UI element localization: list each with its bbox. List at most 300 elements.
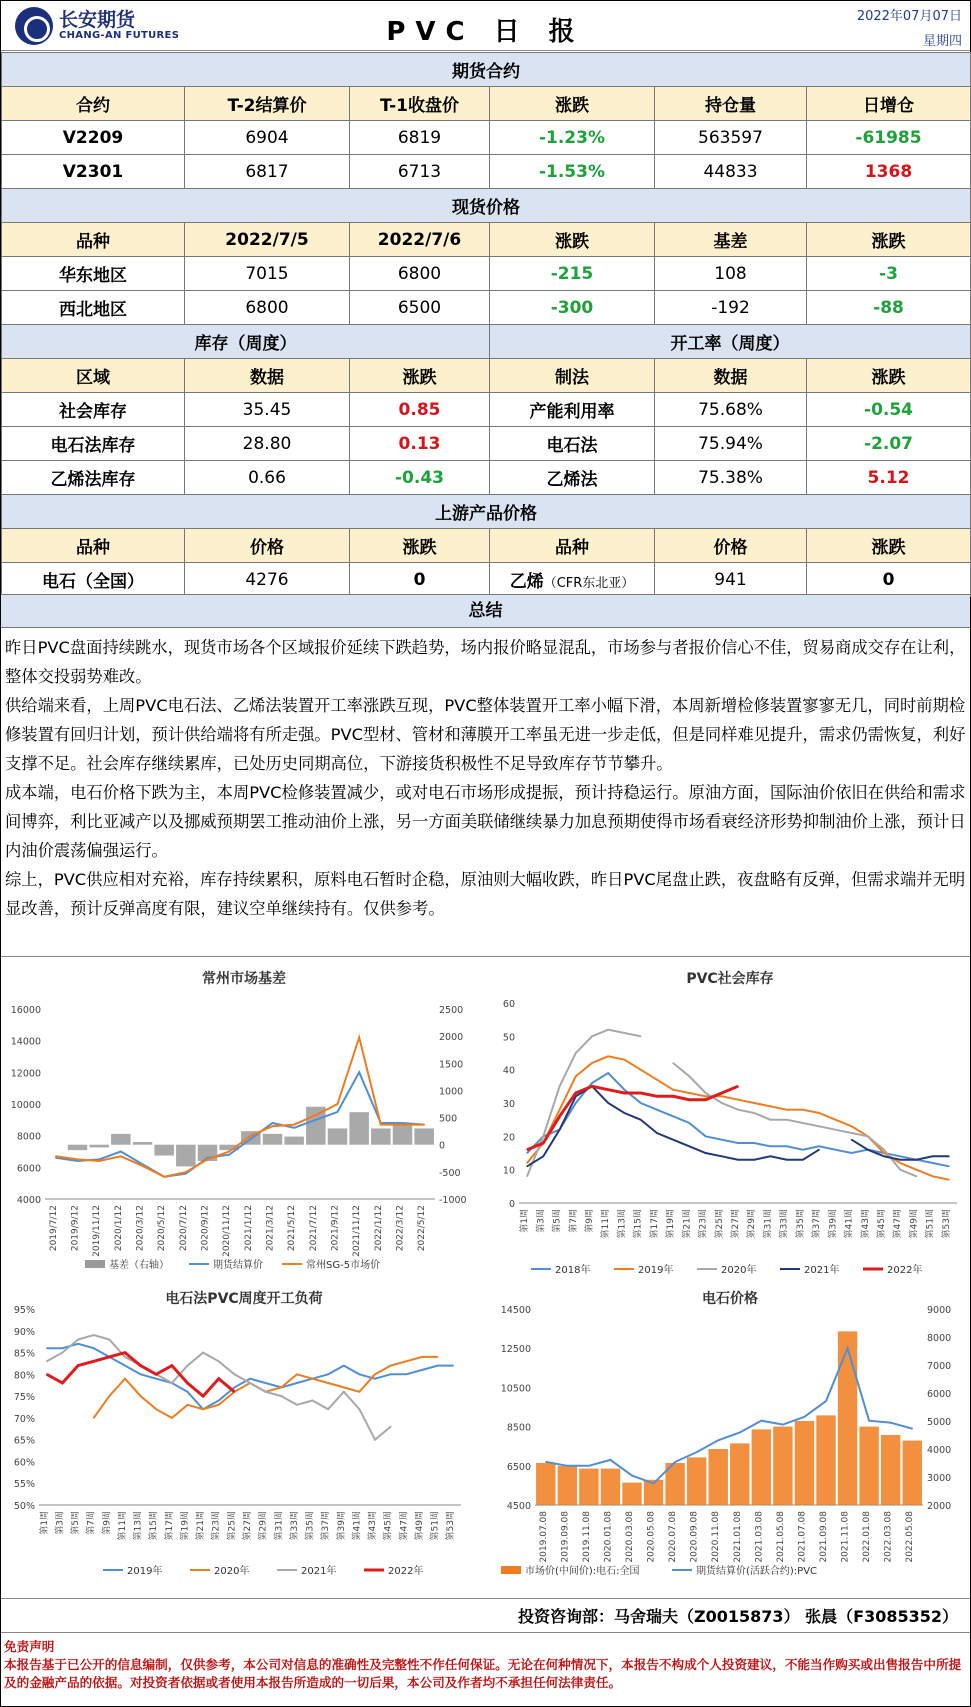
data-point — [588, 1465, 590, 1467]
data-point — [624, 1059, 626, 1061]
y-tick-label: 70% — [13, 1413, 35, 1425]
data-point — [296, 1404, 298, 1406]
operating-value: 75.68% — [655, 393, 807, 427]
bar-mark — [284, 1137, 304, 1145]
contract-name: V2209 — [2, 121, 185, 155]
x-tick-label: 2022/5/12 — [417, 1205, 428, 1252]
x-tick-label: 第15周 — [633, 1209, 644, 1239]
col-header: 涨跌 — [807, 223, 971, 257]
data-point — [293, 1127, 295, 1129]
data-point — [835, 1129, 837, 1131]
data-point — [93, 1347, 95, 1349]
inventory-change: 0.13 — [350, 427, 490, 461]
data-point — [327, 1374, 329, 1376]
y2-tick-label: 5000 — [927, 1417, 952, 1428]
y-tick-label: 0 — [508, 1199, 515, 1210]
data-point — [802, 1109, 804, 1111]
col-header: 涨跌 — [807, 529, 971, 563]
bar-mark — [601, 1469, 620, 1505]
data-point — [120, 1151, 122, 1153]
data-point — [380, 1124, 382, 1126]
y-tick-label: 50 — [502, 1032, 515, 1044]
report-date: 2022年07月07日 — [856, 9, 962, 24]
data-point — [575, 1102, 577, 1104]
data-point — [705, 1099, 707, 1101]
data-point — [402, 1124, 404, 1126]
data-point — [421, 1369, 423, 1371]
data-point — [265, 1382, 267, 1384]
data-point — [591, 1086, 593, 1088]
data-point — [717, 1440, 719, 1442]
operating-change: -2.07 — [807, 427, 971, 461]
x-tick-label: 第3周 — [536, 1209, 547, 1233]
x-tick-label: 第17周 — [164, 1511, 175, 1541]
x-tick-label: 2021.01.08 — [732, 1511, 743, 1563]
open-interest: 563597 — [655, 121, 807, 155]
legend-swatch — [501, 1566, 521, 1574]
col-header: 日增仓 — [807, 87, 971, 121]
price-cell: 6800 — [350, 257, 490, 291]
data-point — [818, 1112, 820, 1114]
col-header: 数据 — [185, 359, 350, 393]
data-point — [607, 1029, 609, 1031]
upstream-section-title: 上游产品价格 — [2, 495, 971, 529]
data-point — [228, 1151, 230, 1153]
x-tick-label: 第37周 — [812, 1209, 823, 1239]
settle-price: 6817 — [185, 155, 350, 189]
x-tick-label: 2021.11.08 — [840, 1511, 851, 1563]
data-point — [911, 1428, 913, 1430]
x-tick-label: 第15周 — [149, 1511, 160, 1541]
spot-table — [1, 188, 971, 325]
y2-tick-label: 2000 — [439, 1032, 464, 1044]
data-point — [93, 1334, 95, 1336]
basis-value: 108 — [655, 257, 807, 291]
charts-area — [1, 956, 970, 1599]
x-tick-label: 第13周 — [133, 1511, 144, 1541]
change-value: -215 — [490, 257, 655, 291]
data-point — [109, 1395, 111, 1397]
data-point — [187, 1391, 189, 1393]
x-tick-label: 第11周 — [601, 1209, 612, 1239]
data-point — [359, 1374, 361, 1376]
inventory-name: 社会库存 — [2, 393, 185, 427]
data-point — [374, 1439, 376, 1441]
col-header: 品种 — [490, 529, 655, 563]
product-name-cell — [490, 563, 655, 597]
data-point — [916, 1159, 918, 1161]
logo-en-text: CHANG-AN FUTURES — [59, 30, 180, 41]
data-point — [187, 1382, 189, 1384]
data-point — [46, 1347, 48, 1349]
data-point — [672, 1139, 674, 1141]
x-tick-label: 第31周 — [274, 1511, 285, 1541]
x-tick-label: 第51周 — [925, 1209, 936, 1239]
summary-paragraph: 综上，PVC供应相对充裕，库存持续累积，原料电石暂时企稳，原油则大幅收跌，昨日PVC尾盘止跌，夜盘略有反弹，但需求端并无明显改善，预计反弹高度有限，建议空单继续持有。仅供参考。 — [5, 870, 966, 918]
col-header: 涨跌 — [490, 223, 655, 257]
data-point — [218, 1378, 220, 1380]
legend-label: 2021年 — [804, 1265, 840, 1276]
y-tick-label: 60% — [13, 1457, 35, 1469]
x-tick-label: 第33周 — [779, 1209, 790, 1239]
data-point — [337, 1111, 339, 1113]
data-point — [753, 1102, 755, 1104]
x-tick-label: 第45周 — [877, 1209, 887, 1239]
bar-mark — [176, 1145, 196, 1167]
change-value: -1.23% — [490, 121, 655, 155]
bar-mark — [349, 1112, 369, 1145]
data-point — [46, 1374, 48, 1376]
y2-tick-label: 1500 — [439, 1059, 464, 1071]
x-tick-label: 2019/11/12 — [92, 1205, 103, 1257]
x-tick-label: 2020/3/12 — [135, 1205, 146, 1252]
y2-tick-label: 7000 — [927, 1361, 952, 1372]
data-point — [825, 1400, 827, 1402]
x-tick-label: 第3周 — [55, 1511, 66, 1535]
legend-label: 期货结算价 — [213, 1260, 263, 1271]
x-tick-label: 2022.05.08 — [905, 1511, 916, 1563]
col-header: 2022/7/5 — [185, 223, 350, 257]
data-point — [851, 1132, 853, 1134]
data-point — [818, 1149, 820, 1151]
col-header: T-2结算价 — [185, 87, 350, 121]
bar-mark — [393, 1123, 413, 1145]
inventory-name: 乙烯法库存 — [2, 461, 185, 495]
x-tick-label: 2019.09.08 — [560, 1511, 571, 1563]
y2-tick-label: 0 — [439, 1140, 446, 1152]
col-header: 涨跌 — [350, 359, 490, 393]
bar-mark — [536, 1463, 555, 1505]
data-point — [721, 1156, 723, 1158]
x-tick-label: 2021/5/12 — [287, 1205, 298, 1252]
y2-tick-label: 1000 — [439, 1086, 464, 1098]
data-point — [737, 1086, 739, 1088]
data-point — [358, 1037, 360, 1039]
x-tick-label: 第43周 — [368, 1511, 379, 1541]
data-point — [624, 1032, 626, 1034]
data-point — [932, 1162, 934, 1164]
x-tick-label: 第9周 — [102, 1511, 113, 1535]
table-row — [2, 393, 971, 427]
data-point — [142, 1165, 144, 1167]
data-point — [868, 1420, 870, 1422]
data-point — [689, 1092, 691, 1094]
data-point — [124, 1352, 126, 1354]
data-point — [753, 1112, 755, 1114]
data-point — [672, 1116, 674, 1118]
inventory-section-title: 库存（周度） — [2, 325, 490, 359]
data-point — [280, 1395, 282, 1397]
inventory-chart — [491, 967, 969, 1287]
data-point — [62, 1382, 64, 1384]
data-point — [835, 1119, 837, 1121]
x-tick-label: 第19周 — [666, 1209, 677, 1239]
data-point — [312, 1378, 314, 1380]
x-tick-label: 2021/1/12 — [243, 1205, 254, 1252]
col-header: 品种 — [2, 223, 185, 257]
table-row — [2, 155, 971, 189]
y2-tick-label: -1000 — [439, 1195, 467, 1206]
col-header: 涨跌 — [350, 529, 490, 563]
y-tick-label: 16000 — [10, 1005, 41, 1016]
y2-tick-label: 500 — [439, 1113, 458, 1125]
chart-title: PVC社会库存 — [686, 971, 774, 987]
y2-tick-label: 9000 — [927, 1305, 952, 1316]
data-point — [185, 1171, 187, 1173]
bar-mark — [154, 1145, 174, 1156]
data-point — [234, 1387, 236, 1389]
bar-mark — [328, 1128, 348, 1144]
data-point — [124, 1365, 126, 1367]
data-point — [77, 1339, 79, 1341]
x-tick-label: 2020.03.08 — [625, 1511, 635, 1563]
bar-mark — [730, 1443, 749, 1505]
data-point — [802, 1122, 804, 1124]
report-header — [1, 1, 970, 51]
upstream-table — [1, 494, 971, 597]
data-point — [932, 1176, 934, 1178]
data-point — [737, 1109, 739, 1111]
data-point — [899, 1169, 901, 1171]
data-point — [867, 1149, 869, 1151]
product-price: 941 — [655, 563, 807, 597]
data-point — [421, 1356, 423, 1358]
data-point — [390, 1374, 392, 1376]
summary-paragraph: 成本端，电石价格下跌为主，本周PVC检修装置减少，或对电石市场形成提振，预计持稳运行。原油方面，国际油价依旧在供给和需求间博弈，利比亚减产以及挪威预期罢工推动油价上涨，另一方面美联储继续暴力加息预期使得市场看衰经济形势抑制油价上涨，预计日内油价震荡偏强运行。 — [5, 783, 966, 860]
data-point — [624, 1092, 626, 1094]
y-tick-label: 80% — [13, 1370, 35, 1382]
method-name: 电石法 — [490, 427, 655, 461]
col-header: 2022/7/6 — [350, 223, 490, 257]
x-tick-label: 第25周 — [714, 1209, 725, 1239]
x-tick-label: 第7周 — [86, 1511, 97, 1535]
col-header: 涨跌 — [490, 87, 655, 121]
x-tick-label: 2021/7/12 — [308, 1205, 319, 1252]
data-point — [948, 1166, 950, 1168]
x-tick-label: 第1周 — [520, 1209, 531, 1233]
data-point — [624, 1112, 626, 1114]
y-tick-label: 20 — [502, 1132, 515, 1144]
x-tick-label: 2019/7/12 — [48, 1205, 59, 1252]
oi-change: 1368 — [807, 155, 971, 189]
data-point — [202, 1395, 204, 1397]
col-header: 价格 — [655, 529, 807, 563]
x-tick-label: 第49周 — [909, 1209, 920, 1239]
data-point — [804, 1416, 806, 1418]
data-point — [437, 1356, 439, 1358]
data-point — [689, 1099, 691, 1101]
data-point — [782, 1424, 784, 1426]
data-point — [452, 1365, 454, 1367]
data-point — [526, 1176, 528, 1178]
legend-label: 2018年 — [555, 1265, 591, 1276]
data-point — [786, 1109, 788, 1111]
x-tick-label: 第35周 — [795, 1209, 806, 1239]
chart-title: 电石法PVC周度开工负荷 — [165, 1291, 323, 1307]
data-point — [124, 1378, 126, 1380]
x-tick-label: 第23周 — [211, 1511, 222, 1541]
data-point — [272, 1125, 274, 1127]
data-point — [526, 1152, 528, 1154]
table-row — [2, 257, 971, 291]
data-point — [62, 1347, 64, 1349]
data-point — [423, 1124, 425, 1126]
data-point — [575, 1052, 577, 1054]
data-point — [591, 1082, 593, 1084]
data-point — [62, 1352, 64, 1354]
data-point — [818, 1126, 820, 1128]
x-tick-label: 第29周 — [258, 1511, 269, 1541]
data-point — [77, 1343, 79, 1345]
x-tick-label: 2022.03.08 — [883, 1511, 894, 1563]
x-tick-label: 2021.09.08 — [819, 1511, 829, 1563]
x-tick-label: 第45周 — [383, 1511, 394, 1541]
data-point — [543, 1136, 545, 1138]
data-point — [526, 1166, 528, 1168]
data-point — [770, 1146, 772, 1148]
report-weekday: 星期四 — [922, 34, 962, 49]
data-point — [405, 1360, 407, 1362]
data-point — [559, 1109, 561, 1111]
x-tick-label: 2019.11.08 — [581, 1511, 592, 1563]
operating-chart — [5, 1287, 483, 1592]
legend-label: 2022年 — [887, 1265, 923, 1276]
x-tick-label: 2021.07.08 — [797, 1511, 808, 1563]
data-point — [171, 1382, 173, 1384]
y-tick-label: 55% — [13, 1479, 35, 1491]
data-point — [155, 1374, 157, 1376]
data-point — [250, 1138, 252, 1140]
x-tick-label: 第27周 — [243, 1511, 253, 1541]
data-point — [672, 1096, 674, 1098]
legend-label: 期货结算价(活跃合约):PVC — [696, 1566, 818, 1577]
data-point — [526, 1162, 528, 1164]
method-name: 乙烯法 — [490, 461, 655, 495]
data-point — [705, 1096, 707, 1098]
x-tick-label: 2021.05.08 — [775, 1511, 786, 1563]
data-point — [867, 1136, 869, 1138]
data-point — [567, 1465, 569, 1467]
change-value: -1.53% — [490, 155, 655, 189]
data-point — [77, 1159, 79, 1161]
col-header: 区域 — [2, 359, 185, 393]
bar-mark — [133, 1142, 153, 1145]
data-point — [93, 1360, 95, 1362]
product-note: （CFR东北亚） — [543, 576, 635, 591]
x-tick-label: 第23周 — [698, 1209, 709, 1239]
data-point — [851, 1126, 853, 1128]
col-header: 基差 — [655, 223, 807, 257]
y-tick-label: 14500 — [500, 1305, 531, 1316]
table-row — [2, 291, 971, 325]
data-point — [315, 1114, 317, 1116]
legend-label: 基差（右轴） — [109, 1260, 169, 1271]
data-point — [93, 1417, 95, 1419]
series-line — [56, 1072, 424, 1177]
y-tick-label: 4500 — [506, 1501, 531, 1512]
bar-mark — [752, 1429, 771, 1505]
bar-mark — [558, 1466, 577, 1505]
data-point — [55, 1155, 57, 1157]
x-tick-label: 2021/3/12 — [265, 1205, 276, 1252]
data-point — [674, 1461, 676, 1463]
settle-price: 6904 — [185, 121, 350, 155]
price-cell: 6800 — [185, 291, 350, 325]
y-tick-label: 50% — [13, 1501, 35, 1512]
data-point — [249, 1378, 251, 1380]
futures-table — [1, 52, 971, 189]
col-header: 涨跌 — [807, 359, 971, 393]
data-point — [591, 1036, 593, 1038]
x-tick-label: 2020.11.08 — [711, 1511, 722, 1563]
close-price: 6713 — [350, 155, 490, 189]
legend-label: 常州SG-5市场价 — [306, 1260, 381, 1271]
x-tick-label: 2022/3/12 — [395, 1205, 406, 1252]
x-tick-label: 第9周 — [585, 1209, 595, 1233]
data-point — [402, 1122, 404, 1124]
method-name: 产能利用率 — [490, 393, 655, 427]
data-point — [696, 1451, 698, 1453]
data-point — [607, 1089, 609, 1091]
x-tick-label: 第41周 — [352, 1511, 363, 1541]
x-tick-label: 第7周 — [568, 1209, 579, 1233]
operating-change: 5.12 — [807, 461, 971, 495]
table-row — [2, 427, 971, 461]
data-point — [721, 1139, 723, 1141]
data-point — [656, 1109, 658, 1111]
col-header: 合约 — [2, 87, 185, 121]
col-header: 制法 — [490, 359, 655, 393]
x-tick-label: 2021.03.08 — [754, 1511, 765, 1563]
y-tick-label: 4000 — [16, 1195, 41, 1206]
x-tick-label: 2020/7/12 — [178, 1205, 189, 1252]
x-tick-label: 2019.07.08 — [538, 1511, 549, 1563]
data-point — [358, 1072, 360, 1074]
change-value: -300 — [490, 291, 655, 325]
data-point — [218, 1360, 220, 1362]
y-tick-label: 8000 — [16, 1131, 41, 1143]
data-point — [610, 1459, 612, 1461]
x-tick-label: 第27周 — [731, 1209, 741, 1239]
x-tick-label: 第31周 — [763, 1209, 774, 1239]
x-tick-label: 2020.09.08 — [689, 1511, 700, 1563]
y2-tick-label: -500 — [439, 1167, 461, 1179]
data-point — [163, 1176, 165, 1178]
data-point — [545, 1461, 547, 1463]
data-point — [916, 1169, 918, 1171]
carbide-chart — [491, 1287, 969, 1592]
data-point — [721, 1096, 723, 1098]
data-point — [591, 1062, 593, 1064]
y-tick-label: 6500 — [506, 1461, 531, 1473]
data-point — [721, 1102, 723, 1104]
bar-mark — [414, 1128, 434, 1144]
inventory-change: 0.85 — [350, 393, 490, 427]
data-point — [249, 1382, 251, 1384]
inventory-value: 28.80 — [185, 427, 350, 461]
x-tick-label: 第25周 — [227, 1511, 238, 1541]
data-point — [607, 1102, 609, 1104]
x-tick-label: 第17周 — [649, 1209, 660, 1239]
chart-title: 常州市场基差 — [202, 971, 286, 987]
table-row — [2, 461, 971, 495]
basis-change: -3 — [807, 257, 971, 291]
product-change: 0 — [350, 563, 490, 597]
bar-mark — [816, 1415, 835, 1505]
legend-label: 2019年 — [127, 1566, 163, 1577]
series-line — [94, 1357, 438, 1418]
data-point — [280, 1387, 282, 1389]
